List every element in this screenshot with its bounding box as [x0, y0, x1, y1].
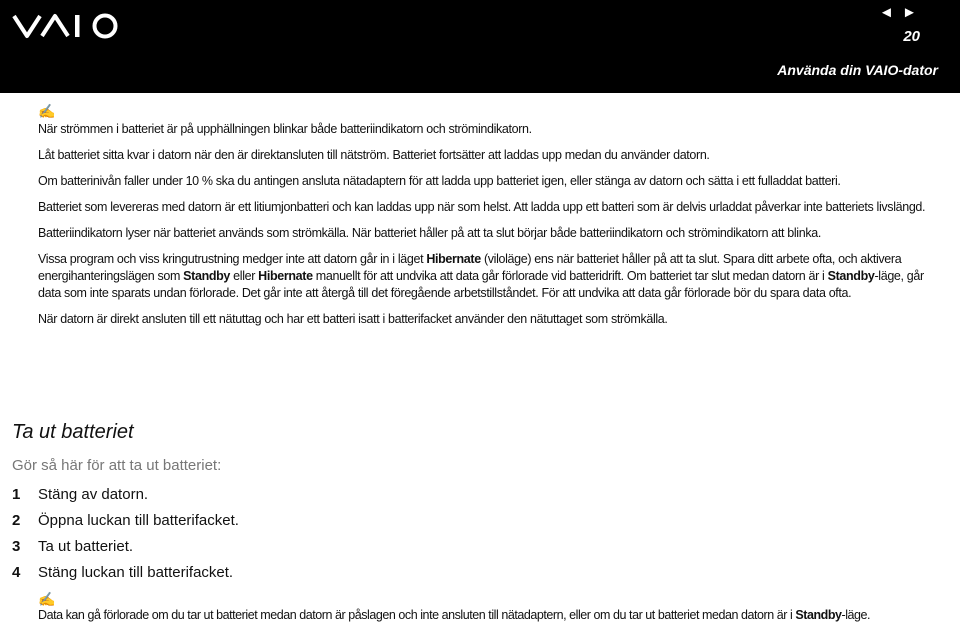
page-navigation: [879, 4, 919, 21]
step-number: 1: [12, 486, 21, 503]
note-paragraph: Om batterinivån faller under 10 % ska du antingen ansluta nätadaptern för att ladda upp batteriet igen, eller stänga av datorn och sätta i ett fulladdat batteri.: [38, 174, 841, 188]
header-title: Använda din VAIO-dator: [777, 62, 938, 78]
step-item: [12, 534, 239, 560]
vaio-logo: [12, 10, 124, 47]
text-fragment: Data kan gå förlorade om du tar ut batteriet medan datorn är påslagen och inte ansluten till nätadaptern, eller om du tar ut batteriet medan datorn är i: [38, 608, 796, 622]
note-paragraph: När strömmen i batteriet är på upphällningen blinkar både batteriindikatorn och strömindikatorn.: [38, 122, 532, 136]
step-item: [12, 560, 239, 586]
text-fragment: eller: [230, 269, 259, 283]
steps-list: [12, 482, 239, 586]
text-fragment: -läge.: [841, 608, 871, 622]
hibernate-term: Hibernate: [258, 269, 313, 283]
section-intro: Gör så här för att ta ut batteriet:: [12, 457, 222, 474]
note-paragraph: Batteriindikatorn lyser när batteriet används som strömkälla. När batteriet håller på att ta slut börjar både batteriindikatorn och strömindikatorn att blinka.: [38, 226, 821, 240]
text-fragment: -läge, går data som inte sparats undan förlorade. Det går inte att återgå till det föregående arbetstillståndet. För att undvika att data går förlorade bör du spara data ofta.: [38, 269, 924, 300]
standby-term: Standby: [827, 269, 875, 283]
pencil-note-icon: ✍: [38, 591, 56, 607]
page-header: [0, 0, 960, 93]
section-title: Ta ut batteriet: [12, 421, 134, 443]
standby-term: Standby: [183, 269, 231, 283]
vaio-logo-icon: [12, 10, 124, 42]
bottom-note: [38, 608, 953, 622]
note-paragraph: När datorn är direkt ansluten till ett nätuttag och har ett batteri isatt i batterifacket använder den nätuttaget som strömkälla.: [38, 312, 668, 326]
next-page-icon[interactable]: ►: [902, 4, 919, 21]
page-number: 20: [903, 28, 920, 45]
note-paragraph: Batteriet som levereras med datorn är ett litiumjonbatteri och kan laddas upp när som helst. Att ladda upp ett batteri som är delvis urladdat påverkar inte batteriets livslängd.: [38, 200, 926, 214]
step-number: 2: [12, 512, 21, 529]
text-fragment: (viloläge) ens när batteriet håller på att ta slut. Spara ditt arbete ofta, och aktivera energihanteringslägen som: [38, 252, 902, 283]
text-fragment: manuellt för att undvika att data går förlorade vid batteridrift. Om batteriet tar slut medan datorn är i: [312, 269, 828, 283]
notes-block: [38, 121, 948, 337]
step-item: [12, 508, 239, 534]
step-item: [12, 482, 239, 508]
step-text: Stäng luckan till batterifacket.: [38, 564, 234, 581]
pencil-note-icon: ✍: [38, 103, 56, 119]
step-number: 4: [12, 564, 21, 581]
hibernate-term: Hibernate: [426, 252, 481, 266]
note-paragraph: Låt batteriet sitta kvar i datorn när den är direktansluten till nätström. Batteriet fortsätter att laddas upp medan du använder datorn.: [38, 148, 710, 162]
note-paragraph-program: [38, 251, 948, 302]
step-text: Öppna luckan till batterifacket.: [38, 512, 239, 529]
step-text: Ta ut batteriet.: [38, 538, 134, 555]
step-number: 3: [12, 538, 21, 555]
standby-term: Standby: [795, 608, 842, 622]
step-text: Stäng av datorn.: [38, 486, 149, 503]
text-fragment: Vissa program och viss kringutrustning medger inte att datorn går in i läget: [38, 252, 427, 266]
previous-page-icon[interactable]: ◄: [879, 4, 896, 21]
